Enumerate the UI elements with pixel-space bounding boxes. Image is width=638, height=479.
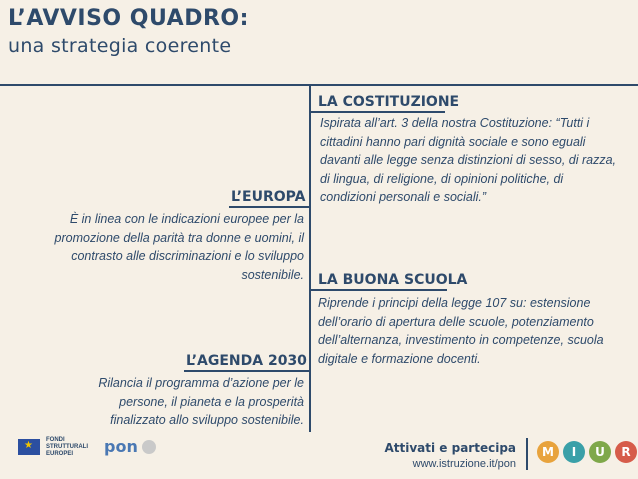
italian-republic-emblem-icon (142, 440, 156, 454)
europa-heading: L’EUROPA (231, 189, 306, 205)
europa-text: È in linea con le indicazioni europee per la promozione della parità tra donne e uomini, il contrasto alle discriminazioni e lo sviluppo sostenibile. (54, 212, 304, 282)
miur-letter-i: I (563, 441, 585, 463)
fondi-strutturali-logo: FONDI STRUTTURALI EUROPEI (46, 437, 88, 457)
page-title: L’AVVISO QUADRO: (8, 6, 249, 31)
pon-logo: pon (104, 437, 138, 456)
agenda-heading: L’AGENDA 2030 (186, 353, 307, 369)
footer-logos (18, 437, 148, 467)
miur-letter-m: M (537, 441, 559, 463)
page-subtitle: una strategia coerente (8, 35, 232, 57)
miur-letter-r: R (615, 441, 637, 463)
buona-scuola-heading: LA BUONA SCUOLA (318, 272, 468, 288)
title-rule (0, 84, 638, 86)
footer-tagline: Attivati e partecipa (384, 441, 516, 455)
europa-underline (229, 206, 309, 208)
title-block (8, 6, 249, 58)
costituzione-text: Ispirata all’art. 3 della nostra Costituzione: “Tutti i cittadini hanno pari dignità sociale e sono eguali davanti alle legge senza distinzioni di sesso, di razza, di lingua, di religione, di opinioni politiche, di condizioni personali e sociali.” (320, 116, 617, 204)
costituzione-heading: LA COSTITUZIONE (318, 94, 460, 110)
footer-contact (384, 440, 516, 472)
eu-flag-icon (18, 439, 40, 455)
footer-divider (526, 438, 528, 470)
miur-logo (537, 441, 637, 463)
agenda-text: Rilancia il programma d’azione per le persone, il pianeta e la prosperità finalizzato allo sviluppo sostenibile. (98, 376, 304, 427)
buona-scuola-underline (311, 289, 447, 291)
footer-website-link[interactable]: www.istruzione.it/pon (412, 458, 516, 470)
miur-letter-u: U (589, 441, 611, 463)
costituzione-underline (311, 111, 445, 113)
agenda-underline (184, 370, 309, 372)
center-divider (309, 86, 311, 432)
buona-scuola-text: Riprende i principi della legge 107 su: estensione dell’orario di apertura delle scuole, potenziamento dell’alternanza, investimento in competenze, scuola digitale e formazione docenti. (318, 296, 604, 366)
